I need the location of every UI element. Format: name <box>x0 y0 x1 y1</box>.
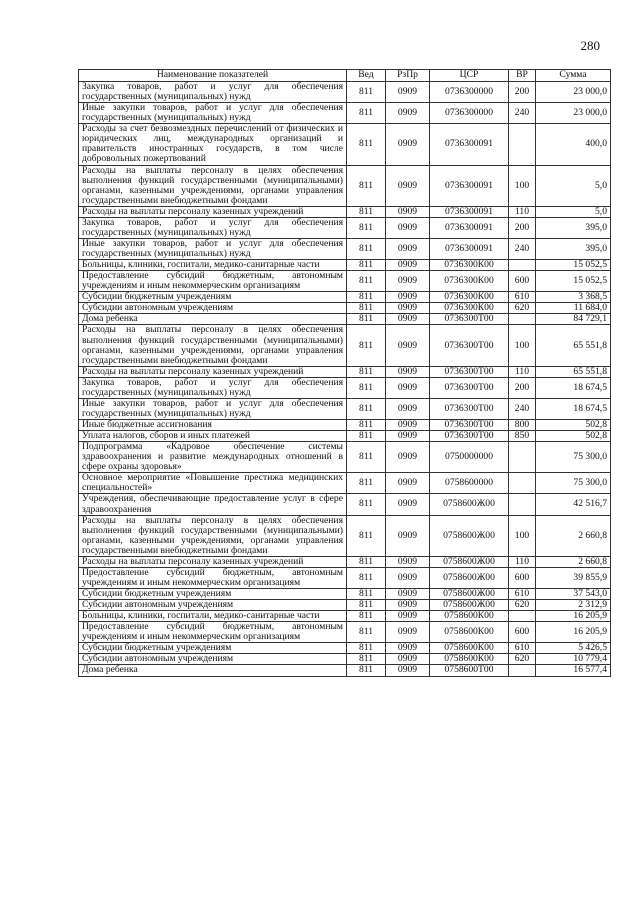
table-row <box>79 398 611 419</box>
cell-rzpr: 0909 <box>386 515 430 556</box>
cell-sum: 5,0 <box>536 165 611 206</box>
cell-rzpr: 0909 <box>386 420 430 431</box>
cell-ved: 811 <box>347 303 386 314</box>
cell-sum: 2 312,9 <box>536 600 611 611</box>
cell-ved: 811 <box>347 314 386 325</box>
cell-csr: 0736300К00 <box>430 271 509 292</box>
cell-csr: 0736300091 <box>430 165 509 206</box>
cell-vr: 600 <box>509 567 536 588</box>
table-header <box>79 70 611 82</box>
cell-name: Иные закупки товаров, работ и услуг для обеспечения государственных (муниципальных) нужд <box>79 238 347 259</box>
table-row <box>79 103 611 124</box>
cell-vr <box>509 314 536 325</box>
cell-rzpr: 0909 <box>386 589 430 600</box>
cell-rzpr: 0909 <box>386 325 430 366</box>
cell-ved: 811 <box>347 398 386 419</box>
cell-ved: 811 <box>347 665 386 676</box>
cell-sum: 65 551,8 <box>536 366 611 377</box>
cell-name: Расходы на выплаты персоналу казенных учреждений <box>79 206 347 217</box>
cell-csr: 0736300Т00 <box>430 377 509 398</box>
cell-vr: 200 <box>509 82 536 103</box>
cell-name: Расходы на выплаты персоналу в целях обеспечения выполнения функций государственными (муниципальными) органами, казенными учреждениями, органами управления государственными внебюджетными фондами <box>79 325 347 366</box>
cell-vr: 100 <box>509 325 536 366</box>
cell-sum: 16 577,4 <box>536 665 611 676</box>
table-row <box>79 589 611 600</box>
cell-vr: 610 <box>509 589 536 600</box>
cell-ved: 811 <box>347 643 386 654</box>
table-body <box>79 82 611 677</box>
cell-rzpr: 0909 <box>386 82 430 103</box>
cell-ved: 811 <box>347 494 386 515</box>
cell-ved: 811 <box>347 271 386 292</box>
table-row <box>79 165 611 206</box>
cell-name: Расходы на выплаты персоналу казенных учреждений <box>79 366 347 377</box>
cell-sum: 2 660,8 <box>536 515 611 556</box>
cell-ved: 811 <box>347 366 386 377</box>
table-row <box>79 473 611 494</box>
cell-vr: 100 <box>509 165 536 206</box>
cell-csr: 0736300К00 <box>430 260 509 271</box>
header-name: Наименование показателей <box>79 70 347 82</box>
table-row <box>79 206 611 217</box>
cell-name: Больницы, клиники, госпитали, медико-санитарные части <box>79 260 347 271</box>
cell-rzpr: 0909 <box>386 103 430 124</box>
cell-ved: 811 <box>347 103 386 124</box>
cell-csr: 0758600Ж00 <box>430 589 509 600</box>
cell-csr: 0736300091 <box>430 217 509 238</box>
cell-csr: 0758600К00 <box>430 622 509 643</box>
cell-name: Закупка товаров, работ и услуг для обеспечения государственных (муниципальных) нужд <box>79 217 347 238</box>
cell-name: Больницы, клиники, госпитали, медико-санитарные части <box>79 611 347 622</box>
cell-sum: 10 779,4 <box>536 654 611 665</box>
cell-rzpr: 0909 <box>386 431 430 442</box>
cell-rzpr: 0909 <box>386 567 430 588</box>
cell-rzpr: 0909 <box>386 314 430 325</box>
table-row <box>79 366 611 377</box>
cell-rzpr: 0909 <box>386 303 430 314</box>
cell-sum: 15 052,5 <box>536 260 611 271</box>
cell-ved: 811 <box>347 82 386 103</box>
table-row <box>79 622 611 643</box>
table-row <box>79 124 611 165</box>
cell-ved: 811 <box>347 431 386 442</box>
cell-ved: 811 <box>347 567 386 588</box>
cell-sum: 16 205,9 <box>536 611 611 622</box>
cell-name: Предоставление субсидий бюджетным, автономным учреждениям и иным некоммерческим организациям <box>79 622 347 643</box>
cell-vr: 200 <box>509 377 536 398</box>
cell-rzpr: 0909 <box>386 260 430 271</box>
cell-csr: 0736300Т00 <box>430 366 509 377</box>
table-row <box>79 420 611 431</box>
cell-sum: 23 000,0 <box>536 82 611 103</box>
cell-rzpr: 0909 <box>386 654 430 665</box>
header-ved: Вед <box>347 70 386 82</box>
cell-sum: 75 300,0 <box>536 442 611 473</box>
cell-vr: 600 <box>509 271 536 292</box>
cell-csr: 0758600К00 <box>430 654 509 665</box>
cell-vr <box>509 611 536 622</box>
cell-rzpr: 0909 <box>386 622 430 643</box>
table-row <box>79 303 611 314</box>
cell-vr: 850 <box>509 431 536 442</box>
cell-rzpr: 0909 <box>386 292 430 303</box>
table-row <box>79 82 611 103</box>
cell-name: Основное мероприятие «Повышение престижа медицинских специальностей» <box>79 473 347 494</box>
cell-vr: 800 <box>509 420 536 431</box>
table-row <box>79 217 611 238</box>
cell-ved: 811 <box>347 654 386 665</box>
cell-csr: 0758600К00 <box>430 611 509 622</box>
cell-vr: 600 <box>509 622 536 643</box>
cell-vr: 620 <box>509 303 536 314</box>
cell-vr <box>509 442 536 473</box>
cell-sum: 3 368,5 <box>536 292 611 303</box>
cell-rzpr: 0909 <box>386 377 430 398</box>
table-row <box>79 260 611 271</box>
cell-name: Субсидии бюджетным учреждениям <box>79 292 347 303</box>
cell-csr: 0736300Т00 <box>430 420 509 431</box>
cell-rzpr: 0909 <box>386 238 430 259</box>
cell-vr: 620 <box>509 600 536 611</box>
cell-vr: 110 <box>509 206 536 217</box>
cell-rzpr: 0909 <box>386 217 430 238</box>
cell-csr: 0736300Т00 <box>430 325 509 366</box>
cell-sum: 502,8 <box>536 420 611 431</box>
cell-vr: 620 <box>509 654 536 665</box>
cell-sum: 65 551,8 <box>536 325 611 366</box>
cell-rzpr: 0909 <box>386 665 430 676</box>
cell-vr <box>509 494 536 515</box>
cell-ved: 811 <box>347 600 386 611</box>
cell-csr: 0758600Т00 <box>430 665 509 676</box>
cell-csr: 0758600000 <box>430 473 509 494</box>
cell-ved: 811 <box>347 377 386 398</box>
cell-name: Расходы на выплаты персоналу казенных учреждений <box>79 556 347 567</box>
cell-name: Предоставление субсидий бюджетным, автономным учреждениям и иным некоммерческим организациям <box>79 271 347 292</box>
cell-sum: 16 205,9 <box>536 622 611 643</box>
cell-ved: 811 <box>347 622 386 643</box>
cell-rzpr: 0909 <box>386 366 430 377</box>
cell-sum: 5,0 <box>536 206 611 217</box>
cell-sum: 84 729,1 <box>536 314 611 325</box>
header-sum: Сумма <box>536 70 611 82</box>
cell-rzpr: 0909 <box>386 398 430 419</box>
table-row <box>79 314 611 325</box>
cell-csr: 0758600Ж00 <box>430 494 509 515</box>
cell-ved: 811 <box>347 420 386 431</box>
cell-csr: 0750000000 <box>430 442 509 473</box>
cell-vr: 240 <box>509 398 536 419</box>
table-row <box>79 325 611 366</box>
cell-ved: 811 <box>347 325 386 366</box>
cell-name: Дома ребенка <box>79 314 347 325</box>
cell-name: Учреждения, обеспечивающие предоставление услуг в сфере здравоохранения <box>79 494 347 515</box>
cell-csr: 0758600К00 <box>430 643 509 654</box>
cell-csr: 0736300Т00 <box>430 314 509 325</box>
table-row <box>79 567 611 588</box>
cell-name: Закупка товаров, работ и услуг для обеспечения государственных (муниципальных) нужд <box>79 82 347 103</box>
cell-rzpr: 0909 <box>386 124 430 165</box>
cell-name: Субсидии автономным учреждениям <box>79 303 347 314</box>
cell-ved: 811 <box>347 238 386 259</box>
cell-ved: 811 <box>347 611 386 622</box>
table-row <box>79 238 611 259</box>
cell-name: Предоставление субсидий бюджетным, автономным учреждениям и иным некоммерческим организациям <box>79 567 347 588</box>
cell-sum: 37 543,0 <box>536 589 611 600</box>
cell-rzpr: 0909 <box>386 206 430 217</box>
cell-name: Уплата налогов, сборов и иных платежей <box>79 431 347 442</box>
cell-ved: 811 <box>347 556 386 567</box>
table-row <box>79 654 611 665</box>
cell-name: Подпрограмма «Кадровое обеспечение системы здравоохранения и развитие международных отношений в сфере охраны здоровья» <box>79 442 347 473</box>
cell-ved: 811 <box>347 165 386 206</box>
cell-rzpr: 0909 <box>386 600 430 611</box>
cell-name: Закупка товаров, работ и услуг для обеспечения государственных (муниципальных) нужд <box>79 377 347 398</box>
cell-csr: 0736300000 <box>430 82 509 103</box>
cell-rzpr: 0909 <box>386 611 430 622</box>
cell-name: Субсидии бюджетным учреждениям <box>79 589 347 600</box>
table-row <box>79 494 611 515</box>
cell-sum: 395,0 <box>536 238 611 259</box>
cell-vr: 110 <box>509 366 536 377</box>
cell-ved: 811 <box>347 260 386 271</box>
cell-vr <box>509 124 536 165</box>
cell-vr: 240 <box>509 103 536 124</box>
cell-csr: 0736300091 <box>430 238 509 259</box>
cell-sum: 18 674,5 <box>536 377 611 398</box>
header-vr: ВР <box>509 70 536 82</box>
cell-rzpr: 0909 <box>386 271 430 292</box>
table-row <box>79 600 611 611</box>
cell-vr: 100 <box>509 515 536 556</box>
cell-sum: 2 660,8 <box>536 556 611 567</box>
budget-table <box>78 69 611 677</box>
table-row <box>79 515 611 556</box>
table-row <box>79 611 611 622</box>
cell-sum: 39 855,9 <box>536 567 611 588</box>
cell-sum: 400,0 <box>536 124 611 165</box>
cell-csr: 0758600Ж00 <box>430 515 509 556</box>
cell-name: Субсидии бюджетным учреждениям <box>79 643 347 654</box>
cell-vr: 610 <box>509 643 536 654</box>
cell-vr: 110 <box>509 556 536 567</box>
cell-csr: 0758600Ж00 <box>430 567 509 588</box>
header-csr: ЦСР <box>430 70 509 82</box>
cell-vr: 240 <box>509 238 536 259</box>
cell-csr: 0736300Т00 <box>430 431 509 442</box>
cell-vr: 200 <box>509 217 536 238</box>
cell-sum: 395,0 <box>536 217 611 238</box>
table-row <box>79 292 611 303</box>
cell-csr: 0758600Ж00 <box>430 600 509 611</box>
cell-ved: 811 <box>347 292 386 303</box>
cell-sum: 502,8 <box>536 431 611 442</box>
cell-sum: 11 684,0 <box>536 303 611 314</box>
cell-csr: 0758600Ж00 <box>430 556 509 567</box>
table-row <box>79 442 611 473</box>
cell-sum: 15 052,5 <box>536 271 611 292</box>
cell-name: Иные закупки товаров, работ и услуг для обеспечения государственных (муниципальных) нужд <box>79 398 347 419</box>
cell-ved: 811 <box>347 473 386 494</box>
table-row <box>79 431 611 442</box>
cell-ved: 811 <box>347 589 386 600</box>
cell-ved: 811 <box>347 206 386 217</box>
header-rzpr: РзПр <box>386 70 430 82</box>
cell-ved: 811 <box>347 217 386 238</box>
cell-csr: 0736300091 <box>430 206 509 217</box>
cell-rzpr: 0909 <box>386 556 430 567</box>
cell-csr: 0736300К00 <box>430 292 509 303</box>
table-row <box>79 377 611 398</box>
cell-name: Субсидии автономным учреждениям <box>79 600 347 611</box>
cell-sum: 18 674,5 <box>536 398 611 419</box>
table-row <box>79 556 611 567</box>
cell-name: Расходы на выплаты персоналу в целях обеспечения выполнения функций государственными (муниципальными) органами, казенными учреждениями, органами управления государственными внебюджетными фондами <box>79 165 347 206</box>
cell-sum: 5 426,5 <box>536 643 611 654</box>
cell-sum: 75 300,0 <box>536 473 611 494</box>
cell-csr: 0736300000 <box>430 103 509 124</box>
cell-vr: 610 <box>509 292 536 303</box>
cell-ved: 811 <box>347 515 386 556</box>
cell-rzpr: 0909 <box>386 473 430 494</box>
cell-name: Расходы на выплаты персоналу в целях обеспечения выполнения функций государственными (муниципальными) органами, казенными учреждениями, органами управления государственными внебюджетными фондами <box>79 515 347 556</box>
cell-name: Иные бюджетные ассигнования <box>79 420 347 431</box>
cell-rzpr: 0909 <box>386 494 430 515</box>
cell-name: Иные закупки товаров, работ и услуг для обеспечения государственных (муниципальных) нужд <box>79 103 347 124</box>
cell-ved: 811 <box>347 124 386 165</box>
cell-sum: 23 000,0 <box>536 103 611 124</box>
cell-vr <box>509 473 536 494</box>
cell-rzpr: 0909 <box>386 643 430 654</box>
cell-sum: 42 516,7 <box>536 494 611 515</box>
cell-vr <box>509 260 536 271</box>
cell-name: Дома ребенка <box>79 665 347 676</box>
cell-csr: 0736300091 <box>430 124 509 165</box>
table-row <box>79 643 611 654</box>
page-number: 280 <box>580 38 600 53</box>
table-row <box>79 271 611 292</box>
cell-csr: 0736300Т00 <box>430 398 509 419</box>
cell-rzpr: 0909 <box>386 165 430 206</box>
cell-name: Расходы за счет безвозмездных перечислений от физических и юридических лиц, международных организаций и правительств иностранных государств, в том числе добровольных пожертвований <box>79 124 347 165</box>
table-row <box>79 665 611 676</box>
cell-csr: 0736300К00 <box>430 303 509 314</box>
cell-vr <box>509 665 536 676</box>
cell-rzpr: 0909 <box>386 442 430 473</box>
cell-ved: 811 <box>347 442 386 473</box>
cell-name: Субсидии автономным учреждениям <box>79 654 347 665</box>
